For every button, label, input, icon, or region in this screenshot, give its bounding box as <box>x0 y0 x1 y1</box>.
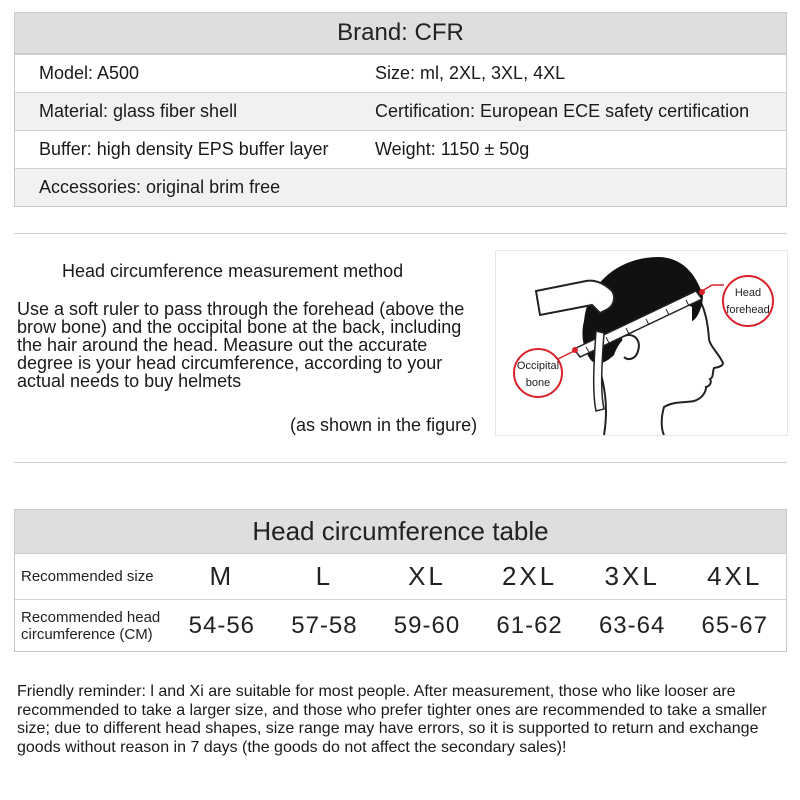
spec-accessories: Accessories: original brim free <box>39 177 281 197</box>
size-table <box>14 509 787 652</box>
divider <box>14 233 787 234</box>
measurement-instructions: Use a soft ruler to pass through the forehead (above the brow bone) and the occipital bone at the back, including the hair around the head. Measure out the accurate degree is your head circumference, according to your actual needs to buy helmets <box>17 299 465 391</box>
spec-row <box>15 92 786 130</box>
forehead-label-1: Head <box>734 287 762 299</box>
tape-end <box>594 331 604 411</box>
spec-row <box>15 54 786 92</box>
circumference-cell: 61-62 <box>496 611 563 639</box>
head-illustration <box>496 251 787 435</box>
measurement-figure-note: (as shown in the figure) <box>290 415 478 435</box>
circumference-cell: 65-67 <box>701 611 768 639</box>
spec-row <box>15 130 786 168</box>
measurement-title: Head circumference measurement method <box>62 261 404 281</box>
forehead-connector <box>702 285 724 291</box>
circumference-cell: 57-58 <box>291 611 358 639</box>
size-cell: L <box>315 561 334 591</box>
circumference-cell: 63-64 <box>598 611 666 639</box>
forehead-callout <box>723 276 773 326</box>
spec-row <box>15 168 786 206</box>
size-cell: 4XL <box>707 561 763 591</box>
divider <box>14 462 787 463</box>
ear-shape <box>622 335 639 359</box>
forehead-label-2: forehead <box>726 304 770 316</box>
size-cell: 3XL <box>604 561 660 591</box>
spec-material: Material: glass fiber shell <box>39 101 238 121</box>
circumference-row <box>15 599 786 651</box>
size-row <box>15 554 786 599</box>
size-cell: M <box>209 561 235 591</box>
forehead-dot <box>699 289 705 295</box>
size-row-label: Recommended size <box>21 568 154 585</box>
friendly-reminder: Friendly reminder: l and Xi are suitable for most people. After measurement, those who like looser are recommended to take a larger size, and those who prefer tighter ones are recommended to take a smaller size; due to different head shapes, size range may have errors, so it is supported to return and exchange goods without reason in 7 days (the goods do not affect the secondary sales)! <box>17 683 767 756</box>
occipital-label-1: Occipital <box>516 360 560 372</box>
circumference-row-label: Recommended head circumference (CM) <box>21 608 161 643</box>
occipital-label-2: bone <box>525 377 551 389</box>
spec-weight: Weight: 1150 ± 50g <box>375 139 530 159</box>
spec-size: Size: ml, 2XL, 3XL, 4XL <box>375 63 566 83</box>
occipital-callout <box>514 349 562 397</box>
spec-table <box>14 12 787 207</box>
spec-model: Model: A500 <box>39 63 140 83</box>
spec-title: Brand: CFR <box>15 13 786 54</box>
size-cell: 2XL <box>501 561 558 591</box>
size-cell: XL <box>408 561 446 591</box>
hand-shape <box>536 281 614 315</box>
spec-buffer: Buffer: high density EPS buffer layer <box>39 139 329 159</box>
occipital-dot <box>572 347 578 353</box>
size-table-title: Head circumference table <box>15 510 786 554</box>
circumference-cell: 59-60 <box>393 611 461 639</box>
head-measurement-figure <box>495 250 788 436</box>
spec-certification: Certification: European ECE safety certification <box>375 101 750 121</box>
circumference-cell: 54-56 <box>188 611 256 639</box>
